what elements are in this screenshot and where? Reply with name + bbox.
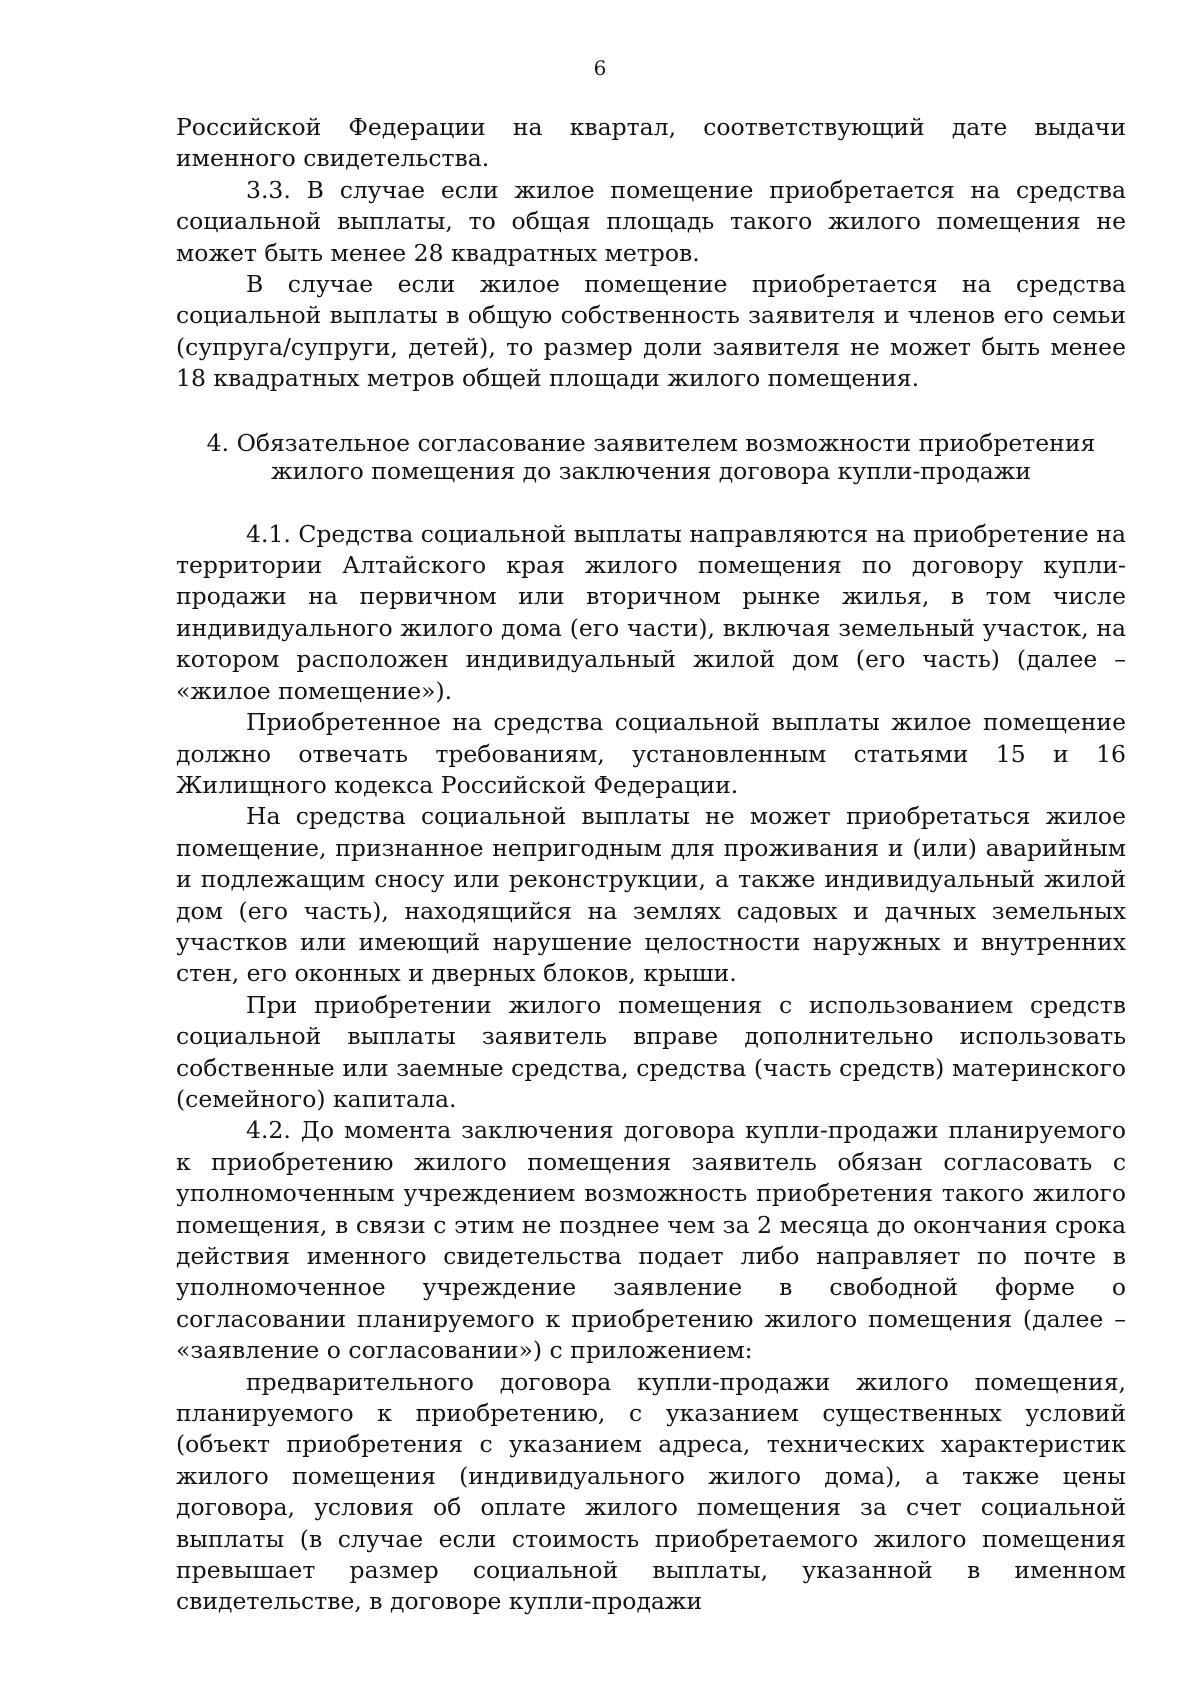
section-heading-4: 4. Обязательное согласование заявителем возможности приобретения жилого помещения до заключения договора купли-продажи (206, 428, 1096, 485)
paragraph-4-1-additional-funds: При приобретении жилого помещения с использованием средств социальной выплаты заявитель вправе дополнительно использовать собственные или заемные средства, средства (часть средств) материнского (семейного) капитала. (176, 990, 1126, 1113)
document-body (176, 112, 1126, 1618)
paragraph-4-1: 4.1. Средства социальной выплаты направляются на приобретение на территории Алтайского края жилого помещения по договору купли-продажи на первичном или вторичном рынке жилья, в том числе индивидуального жилого дома (его части), включая земельный участок, на котором расположен индивидуальный жилой дом (его часть) (далее – «жилое помещение»). (176, 519, 1126, 705)
paragraph-4-2: 4.2. До момента заключения договора купли-продажи планируемого к приобретению жилого помещения заявитель обязан согласовать с уполномоченным учреждением возможность приобретения такого жилого помещения, в связи с этим не позднее чем за 2 месяца до окончания срока действия именного свидетельства подает либо направляет по почте в уполномоченное учреждение заявление в свободной форме о согласовании планируемого к приобретению жилого помещения (далее – «заявление о согласовании») с приложением: (176, 1116, 1126, 1365)
paragraph-4-1-requirements: Приобретенное на средства социальной выплаты жилое помещение должно отвечать требованиям, установленным статьями 15 и 16 Жилищного кодекса Российской Федерации. (176, 708, 1126, 799)
page-number: 6 (593, 56, 607, 80)
paragraph-3-3: 3.3. В случае если жилое помещение приобретается на средства социальной выплаты, то общая площадь такого жилого помещения не может быть менее 28 квадратных метров. (176, 175, 1126, 267)
paragraph-3-3-share: В случае если жилое помещение приобретается на средства социальной выплаты в общую собственность заявителя и членов его семьи (супруга/супруги, детей), то размер доли заявителя не может быть менее 18 квадратных метров общей площади жилого помещения. (176, 270, 1126, 393)
paragraph-4-1-restrictions: На средства социальной выплаты не может приобретаться жилое помещение, признанное непригодным для проживания и (или) аварийным и подлежащим сносу или реконструкции, а также индивидуальный жилой дом (его часть), находящийся на землях садовых и дачных земельных участков или имеющий нарушение целостности наружных и внутренних стен, его оконных и дверных блоков, крыши. (176, 802, 1126, 988)
paragraph-4-2-attachment: предварительного договора купли-продажи жилого помещения, планируемого к приобретению, с указанием существенных условий (объект приобретения с указанием адреса, технических характеристик жилого помещения (индивидуального жилого дома), а также цены договора, условия об оплате жилого помещения за счет социальной выплаты (в случае если стоимость приобретаемого жилого помещения превышает размер социальной выплаты, указанной в именном свидетельстве, в договоре купли-продажи (176, 1367, 1126, 1616)
paragraph-continuation: Российской Федерации на квартал, соответствующий дате выдачи именного свидетельства. (176, 113, 1126, 173)
